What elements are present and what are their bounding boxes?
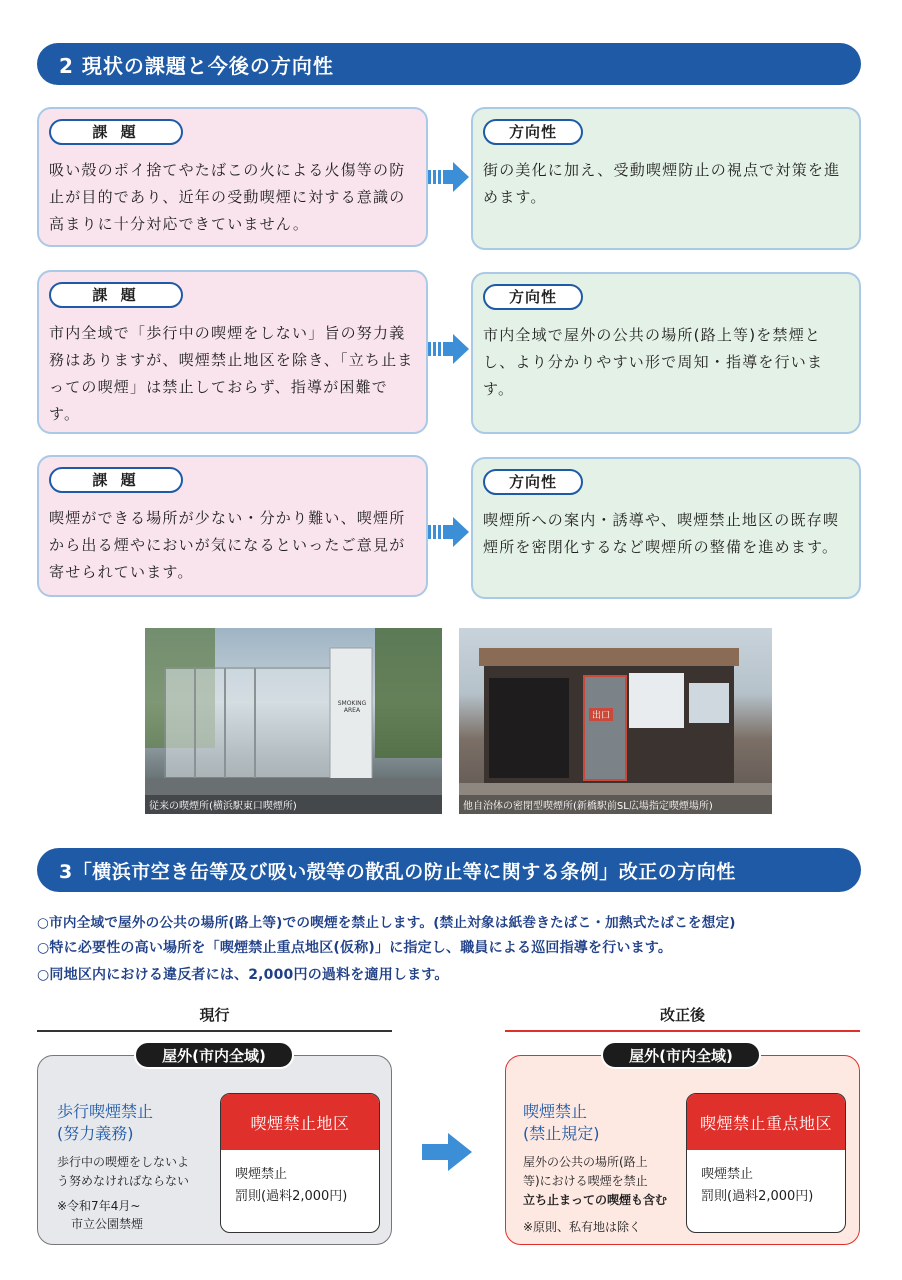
smoking-area-illustration xyxy=(145,628,442,814)
arrow-right-icon xyxy=(422,1133,472,1171)
current-rule-title-line2: (努力義務) xyxy=(57,1124,134,1143)
issue-label-pill: 課 題 xyxy=(49,467,183,493)
photo-caption: 他自治体の密閉型喫煙所(新橋駅前SL広場指定喫煙場所) xyxy=(459,795,772,814)
photo-caption: 従来の喫煙所(横浜駅東口喫煙所) xyxy=(145,795,442,814)
current-desc-line1: 歩行中の喫煙をしないよ xyxy=(57,1155,190,1169)
current-rule-title xyxy=(57,1101,153,1145)
issue-card-3 xyxy=(37,455,428,597)
issue-card-2 xyxy=(37,270,428,434)
photo-conventional-smoking-area xyxy=(145,628,442,814)
current-desc-line2: う努めなければならない xyxy=(57,1174,190,1188)
arrow-right-icon xyxy=(428,332,470,366)
arrow-right-icon xyxy=(428,160,470,194)
current-zone-line1: 喫煙禁止 xyxy=(235,1167,288,1182)
issue-text: 吸い殻のポイ捨てやたばこの火による火傷等の防止が目的であり、近年の受動喫煙に対する意識の高まりに十分対応できていません。 xyxy=(49,161,406,233)
section-2-header xyxy=(37,43,861,85)
current-note xyxy=(57,1197,143,1233)
smoking-area-sign: SMOKING AREA xyxy=(337,700,367,714)
bullet-2: ○特に必要性の高い場所を「喫煙禁止重点地区(仮称)」に指定し、職員による巡回指導を行います。 xyxy=(37,940,673,956)
direction-label-pill: 方向性 xyxy=(483,119,583,145)
direction-text: 市内全域で屋外の公共の場所(路上等)を禁煙とし、より分かりやすい形で周知・指導を行います。 xyxy=(483,326,824,398)
current-zone-line2: 罰則(過料2,000円) xyxy=(235,1189,348,1204)
current-zone-box xyxy=(220,1093,380,1233)
current-description xyxy=(57,1153,189,1191)
current-zone-title: 喫煙禁止地区 xyxy=(221,1094,379,1150)
direction-text: 喫煙所への案内・誘導や、喫煙禁止地区の既存喫煙所を密閉化するなど喫煙所の整備を進めます。 xyxy=(483,511,840,556)
section-3-header xyxy=(37,848,861,892)
current-outdoor-pill: 屋外(市内全域) xyxy=(134,1041,294,1069)
issue-label-pill: 課 題 xyxy=(49,282,183,308)
current-heading: 現行 xyxy=(199,1006,230,1024)
direction-card-2 xyxy=(471,272,861,434)
current-rule-title-line1: 歩行喫煙禁止 xyxy=(57,1102,154,1121)
revised-zone-title: 喫煙禁止重点地区 xyxy=(687,1094,845,1150)
revised-description xyxy=(523,1153,667,1210)
issue-label-pill: 課 題 xyxy=(49,119,183,145)
revised-rule-title xyxy=(523,1101,600,1145)
direction-card-1 xyxy=(471,107,861,250)
revised-heading-rule xyxy=(505,1030,860,1032)
exit-sign: 出口 xyxy=(589,708,613,721)
revised-zone-line1: 喫煙禁止 xyxy=(701,1167,754,1182)
direction-label-pill: 方向性 xyxy=(483,284,583,310)
revised-rule-title-line1: 喫煙禁止 xyxy=(523,1102,588,1121)
photo-enclosed-smoking-area xyxy=(459,628,772,814)
revised-heading: 改正後 xyxy=(659,1006,705,1024)
current-heading-rule xyxy=(37,1030,392,1032)
issue-card-1 xyxy=(37,107,428,247)
revised-zone-line2: 罰則(過料2,000円) xyxy=(701,1189,814,1204)
revised-desc-line2: 等)における喫煙を禁止 xyxy=(523,1174,648,1188)
revised-outdoor-pill: 屋外(市内全域) xyxy=(601,1041,761,1069)
issue-text: 市内全域で「歩行中の喫煙をしない」旨の努力義務はありますが、喫煙禁止地区を除き、「立ち止まっての喫煙」は禁止しておらず、指導が困難です。 xyxy=(49,324,414,423)
section-3-title: 3「横浜市空き缶等及び吸い殻等の散乱の防止等に関する条例」改正の方向性 xyxy=(59,860,736,883)
section-2-title: 2 現状の課題と今後の方向性 xyxy=(59,53,334,78)
bullet-1: ○市内全域で屋外の公共の場所(路上等)での喫煙を禁止します。(禁止対象は紙巻きたばこ・加熱式たばこを想定) xyxy=(37,915,736,931)
current-note-line2: 市立公園禁煙 xyxy=(71,1217,144,1231)
direction-card-3 xyxy=(471,457,861,599)
revised-desc-line1: 屋外の公共の場所(路上 xyxy=(523,1155,648,1169)
revised-rule-title-line2: (禁止規定) xyxy=(523,1124,600,1143)
arrow-right-icon xyxy=(428,515,470,549)
revised-zone-box xyxy=(686,1093,846,1233)
current-note-line1: ※令和7年4月~ xyxy=(57,1199,141,1213)
direction-text: 街の美化に加え、受動喫煙防止の視点で対策を進めます。 xyxy=(483,161,841,206)
direction-label-pill: 方向性 xyxy=(483,469,583,495)
enclosed-booth-illustration xyxy=(459,628,772,814)
bullet-3: ○同地区内における違反者には、2,000円の過料を適用します。 xyxy=(37,967,449,983)
revised-desc-bold: 立ち止まっての喫煙も含む xyxy=(523,1193,668,1207)
issue-text: 喫煙ができる場所が少ない・分かり難い、喫煙所から出る煙やにおいが気になるといったご意見が寄せられています。 xyxy=(49,509,406,581)
revised-note: ※原則、私有地は除く xyxy=(523,1220,642,1234)
